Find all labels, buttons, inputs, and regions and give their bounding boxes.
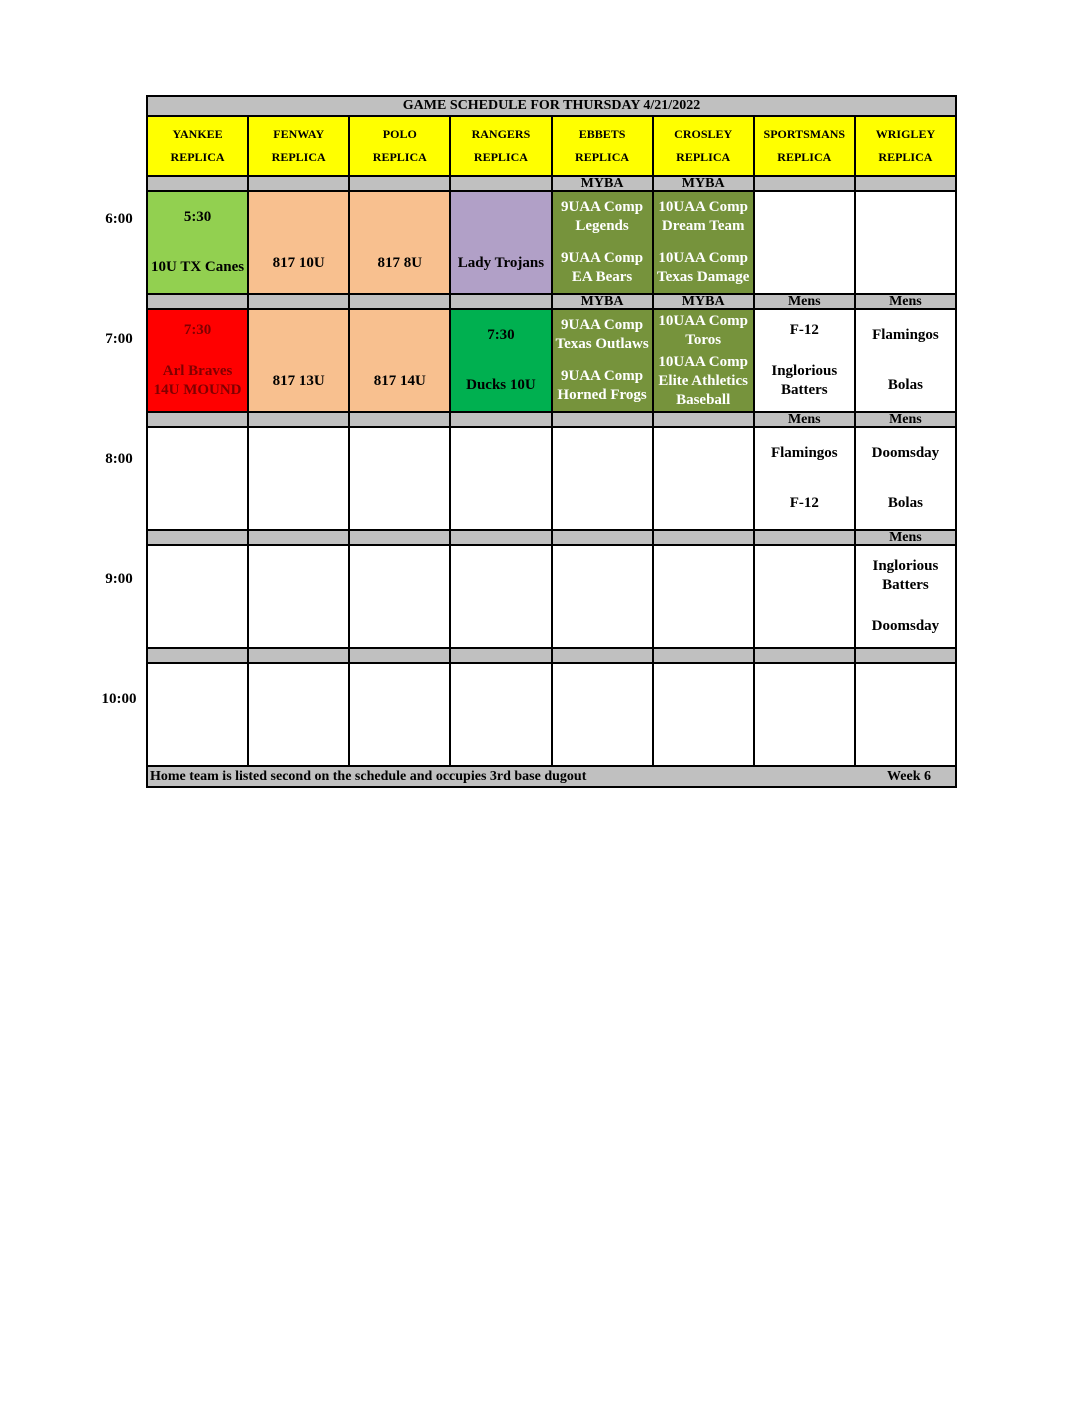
time-label: 7:00 <box>105 331 133 347</box>
league-label-row <box>147 530 956 545</box>
league-label <box>248 412 349 427</box>
field-subtitle: REPLICA <box>575 150 630 164</box>
game-line-top: 10UAA Comp Toros <box>658 312 748 348</box>
time-label: 6:00 <box>105 211 133 227</box>
game-line-bottom: Inglorious Batters <box>771 363 838 398</box>
field-subtitle: REPLICA <box>372 150 427 164</box>
league-label <box>349 530 450 545</box>
game-cell <box>349 545 450 648</box>
game-line-bottom: 817 14U <box>373 372 426 389</box>
schedule-title: GAME SCHEDULE FOR THURSDAY 4/21/2022 <box>147 96 956 116</box>
field-subtitle: REPLICA <box>878 150 933 164</box>
field-header <box>754 116 855 176</box>
league-label <box>248 648 349 663</box>
league-label <box>147 176 248 191</box>
field-subtitle: REPLICA <box>473 150 528 164</box>
game-cell <box>450 663 551 766</box>
league-label: Mens <box>855 412 956 427</box>
league-label <box>653 412 754 427</box>
league-label <box>450 176 551 191</box>
game-cell <box>754 309 855 412</box>
game-cell <box>349 427 450 530</box>
game-cell <box>754 545 855 648</box>
league-label: MYBA <box>653 294 754 309</box>
time-label: 9:00 <box>105 571 133 587</box>
time-label: 10:00 <box>101 691 137 707</box>
game-cell <box>552 309 653 412</box>
field-subtitle: REPLICA <box>271 150 326 164</box>
league-label <box>754 530 855 545</box>
game-cell <box>349 663 450 766</box>
game-cell <box>147 309 248 412</box>
league-label <box>248 530 349 545</box>
game-line-top: 5:30 <box>183 208 212 225</box>
game-line-top: Flamingos <box>770 444 838 461</box>
schedule-table <box>146 95 957 788</box>
home-team-note: Home team is listed second on the schedule and occupies 3rd base dugout <box>150 768 587 784</box>
game-cell <box>248 663 349 766</box>
league-label: MYBA <box>653 176 754 191</box>
field-name: FENWAY <box>273 127 325 141</box>
game-cell <box>552 191 653 294</box>
league-label: MYBA <box>552 176 653 191</box>
game-cell <box>855 427 956 530</box>
league-label <box>754 648 855 663</box>
field-header <box>450 116 551 176</box>
game-cell <box>450 545 551 648</box>
league-label <box>248 294 349 309</box>
game-cell <box>855 309 956 412</box>
game-cell <box>754 427 855 530</box>
game-line-bottom: 817 10U <box>272 254 325 271</box>
time-slot-row <box>147 427 956 530</box>
league-label <box>349 412 450 427</box>
game-line-bottom: Ducks 10U <box>466 377 536 394</box>
game-cell <box>248 427 349 530</box>
league-label <box>248 176 349 191</box>
league-label <box>552 530 653 545</box>
time-slot-row <box>147 309 956 412</box>
game-cell <box>653 427 754 530</box>
schedule-footer <box>147 766 956 787</box>
league-label: Mens <box>754 412 855 427</box>
game-line-bottom: 10UAA Comp Elite Athletics Baseball <box>658 353 748 408</box>
field-name: RANGERS <box>471 127 531 141</box>
game-cell <box>450 427 551 530</box>
game-cell <box>450 309 551 412</box>
league-label <box>450 294 551 309</box>
league-label <box>349 294 450 309</box>
league-label <box>147 648 248 663</box>
game-line-top: Doomsday <box>871 444 940 461</box>
game-cell <box>147 545 248 648</box>
game-line-bottom: Doomsday <box>871 618 940 634</box>
game-cell <box>349 309 450 412</box>
week-label: Week 6 <box>887 768 931 784</box>
league-label <box>147 412 248 427</box>
field-header <box>653 116 754 176</box>
game-cell <box>653 663 754 766</box>
field-header <box>349 116 450 176</box>
game-cell <box>147 663 248 766</box>
field-name: CROSLEY <box>674 127 733 141</box>
field-subtitle: REPLICA <box>676 150 731 164</box>
game-cell <box>450 191 551 294</box>
game-line-top: 9UAA Comp Texas Outlaws <box>555 317 649 353</box>
game-line-bottom: 10U TX Canes <box>151 259 245 276</box>
game-cell <box>552 545 653 648</box>
game-line-bottom: Lady Trojans <box>457 254 545 271</box>
field-subtitle: REPLICA <box>777 150 832 164</box>
game-cell <box>147 427 248 530</box>
league-label <box>349 176 450 191</box>
game-cell <box>248 545 349 648</box>
league-label: Mens <box>855 530 956 545</box>
game-cell <box>552 427 653 530</box>
game-line-bottom: Bolas <box>887 495 923 512</box>
game-cell <box>855 191 956 294</box>
game-line-top: F-12 <box>789 322 819 338</box>
field-name: YANKEE <box>172 127 223 141</box>
game-cell <box>754 191 855 294</box>
league-label-row <box>147 294 956 309</box>
game-cell <box>653 545 754 648</box>
league-label-row <box>147 648 956 663</box>
field-name: WRIGLEY <box>875 127 936 141</box>
game-line-bottom: 9UAA Comp Horned Frogs <box>557 367 647 403</box>
game-cell <box>248 309 349 412</box>
game-cell <box>147 191 248 294</box>
league-label <box>855 176 956 191</box>
field-header <box>147 116 248 176</box>
game-line-top: 10UAA Comp Dream Team <box>658 199 748 235</box>
time-slot-row <box>147 545 956 648</box>
league-label <box>552 412 653 427</box>
league-label-row <box>147 412 956 427</box>
game-cell <box>754 663 855 766</box>
game-line-top: 9UAA Comp Legends <box>561 199 644 235</box>
game-line-bottom: F-12 <box>789 495 819 512</box>
field-header <box>552 116 653 176</box>
game-line-bottom: Bolas <box>887 377 923 394</box>
field-header <box>248 116 349 176</box>
league-label <box>349 648 450 663</box>
time-label: 8:00 <box>105 451 133 467</box>
field-name: SPORTSMANS <box>763 127 846 141</box>
league-label <box>754 176 855 191</box>
league-label <box>653 648 754 663</box>
league-label <box>653 530 754 545</box>
game-line-bottom: 817 8U <box>377 254 423 271</box>
game-line-top: 7:30 <box>183 322 212 338</box>
game-cell <box>248 191 349 294</box>
game-cell <box>855 545 956 648</box>
league-label <box>450 648 551 663</box>
game-cell <box>653 191 754 294</box>
game-cell <box>552 663 653 766</box>
field-name: POLO <box>382 127 417 141</box>
game-cell <box>653 309 754 412</box>
game-line-bottom: 817 13U <box>272 372 325 389</box>
game-line-bottom: 9UAA Comp EA Bears <box>561 249 644 285</box>
game-line-bottom: Arl Braves 14U MOUND <box>153 363 242 398</box>
league-label: MYBA <box>552 294 653 309</box>
game-cell <box>855 663 956 766</box>
league-label <box>147 530 248 545</box>
field-subtitle: REPLICA <box>170 150 225 164</box>
time-slot-row <box>147 663 956 766</box>
field-name: EBBETS <box>578 127 626 141</box>
game-line-top: Flamingos <box>872 326 939 343</box>
game-cell <box>349 191 450 294</box>
league-label <box>147 294 248 309</box>
game-line-bottom: 10UAA Comp Texas Damage <box>657 249 750 285</box>
league-label <box>552 648 653 663</box>
game-line-top: 7:30 <box>487 326 515 343</box>
league-label: Mens <box>754 294 855 309</box>
league-label <box>450 412 551 427</box>
league-label <box>450 530 551 545</box>
league-label: Mens <box>855 294 956 309</box>
game-line-top: Inglorious Batters <box>872 558 939 593</box>
league-label-row <box>147 176 956 191</box>
league-label <box>855 648 956 663</box>
field-header <box>855 116 956 176</box>
time-slot-row <box>147 191 956 294</box>
